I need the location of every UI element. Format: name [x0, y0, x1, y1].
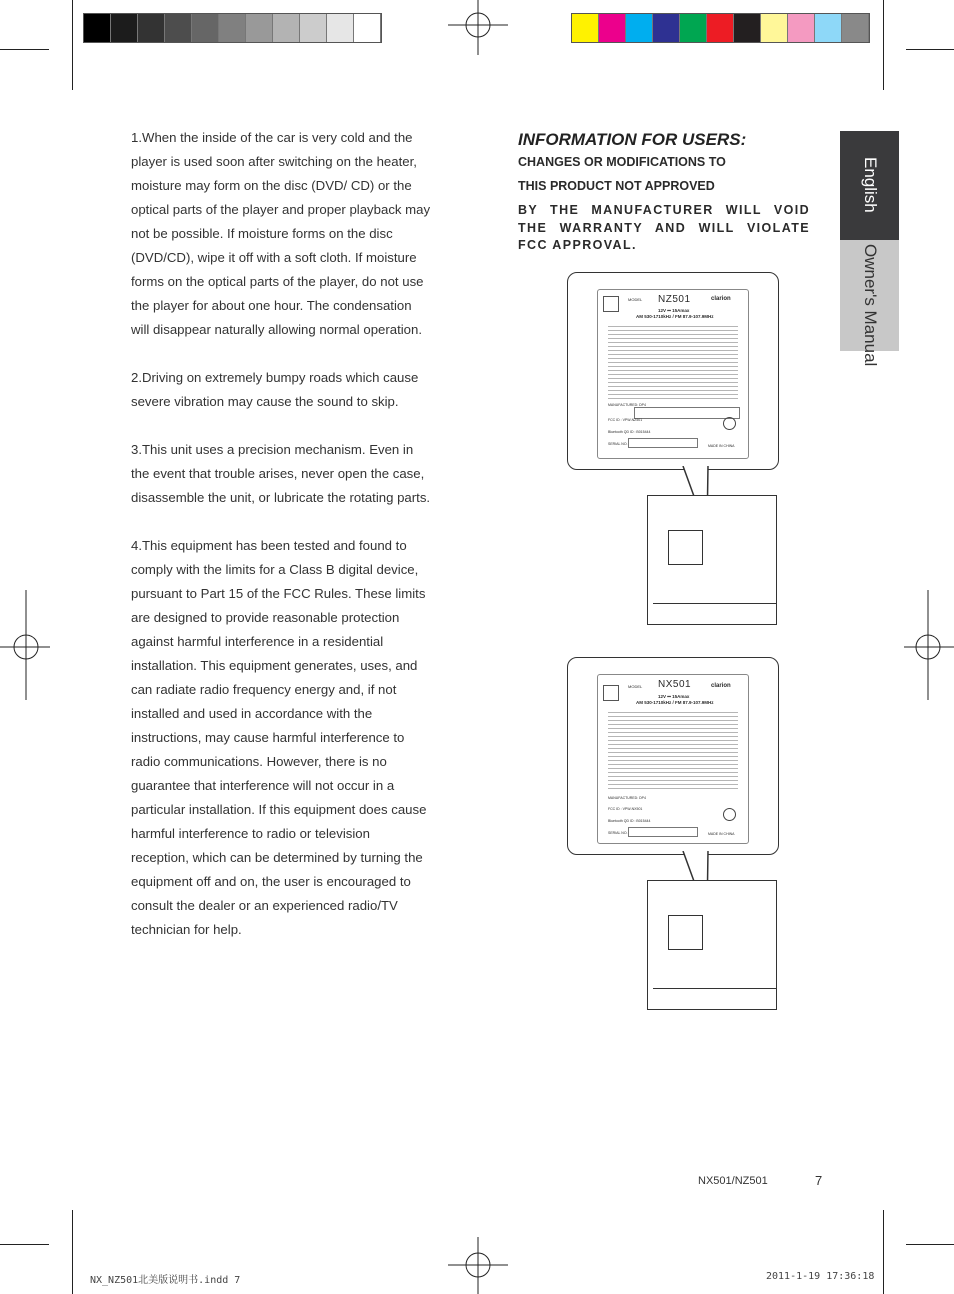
crop-mark: [906, 1244, 954, 1245]
rating-label: [597, 674, 749, 844]
manufactured-by: MANUFACTURED: DP4: [608, 403, 646, 407]
label-callout-nx501: [567, 657, 779, 855]
crop-mark: [72, 1210, 73, 1294]
color-swatch: [354, 14, 381, 42]
color-swatch: [111, 14, 138, 42]
registration-mark-icon: [448, 1237, 508, 1294]
bluetooth-id: Bluetooth QD ID : B015444: [608, 819, 651, 823]
color-swatch: [572, 14, 599, 42]
color-swatch: [165, 14, 192, 42]
color-swatch: [734, 14, 761, 42]
manufactured-by: MANUFACTURED: DP4: [608, 796, 646, 800]
fcc-id: FCC ID : VPW-NX501: [608, 807, 643, 811]
paragraph: 1.When the inside of the car is very cold and the player is used soon after switching on the heater, moisture may form on the disc (DVD/ CD) or the optical parts of the player and proper playback may not be possible. If moisture forms on the disc (DVD/CD), wipe it off with a soft cloth. If moisture forms on the optical parts of the player, do not use the player for about one hour. The condensation will disappear naturally allowing normal operation.: [131, 130, 431, 337]
model-caption: MODEL: [628, 684, 643, 689]
band-range: AM 530-1710kHz / FM 87.9-107.9MHz: [636, 314, 714, 319]
model-caption: MODEL: [628, 297, 643, 302]
color-swatch: [219, 14, 246, 42]
color-swatch: [707, 14, 734, 42]
color-swatch: [653, 14, 680, 42]
made-in: MADE IN CHINA: [708, 832, 735, 836]
paragraph: 4.This equipment has been tested and found to comply with the limits for a Class B digital device, pursuant to Part 15 of the FCC Rules. These limits are designed to provide reasonable protection against harmful interference in a residential installation. This equipment generates, uses, and can radiate radio frequency energy and, if not installed and used in accordance with the instructions, may cause harmful interference to radio communications. However, there is no guarantee that interference will not occur in a particular installation. If this equipment does cause harmful interference to radio or television reception, which can be determined by turning the equipment off and on, the user is encouraged to consult the dealer or an experienced radio/TV technician for help.: [131, 538, 427, 937]
lf-mark-icon: [723, 417, 736, 430]
paragraph: 2.Driving on extremely bumpy roads which cause severe vibration may cause the sound to skip.: [131, 370, 419, 409]
color-swatch: [273, 14, 300, 42]
rating-label: [597, 289, 749, 459]
fine-print: [608, 709, 738, 789]
fcc-warning: BY THE MANUFACTURER WILL VOID THE WARRANTY AND WILL VIOLATE FCC APPROVAL.: [518, 203, 810, 252]
model-number: NX501: [658, 679, 692, 690]
registration-mark-icon: [0, 590, 50, 700]
slug-filename: NX_NZ501北美版说明书.indd 7: [90, 1275, 241, 1286]
paragraph: 3.This unit uses a precision mechanism. Even in the event that trouble arises, never open the case, disassemble the unit, or lubricate the rotating parts.: [131, 442, 431, 505]
crop-mark: [906, 49, 954, 50]
registration-mark-icon: [448, 0, 508, 55]
lf-mark-icon: [723, 808, 736, 821]
precautions-text: [131, 126, 431, 966]
registration-mark-icon: [904, 590, 954, 700]
label-location-box: [668, 915, 703, 950]
serial-caption: SERIAL NO.: [608, 831, 628, 835]
ce-icon: [603, 296, 619, 312]
crop-mark: [883, 1210, 884, 1294]
color-swatch: [138, 14, 165, 42]
color-swatch: [84, 14, 111, 42]
color-swatch: [599, 14, 626, 42]
gray-calibration-strip: [83, 13, 382, 43]
fcc-id: FCC ID : VPW-NZ501: [608, 418, 643, 422]
color-swatch: [626, 14, 653, 42]
unit-diagram-edge: [653, 603, 777, 624]
serial-box: [628, 827, 698, 837]
date-box: [634, 407, 740, 419]
color-swatch: [680, 14, 707, 42]
made-in: MADE IN CHINA: [708, 444, 735, 448]
slug-timestamp: 2011-1-19 17:36:18: [766, 1271, 875, 1282]
bluetooth-id: Bluetooth QD ID : B015444: [608, 430, 651, 434]
power-rating: 12V ⎓ 15Amax: [658, 694, 690, 699]
color-swatch: [815, 14, 842, 42]
brand-name: clarion: [711, 296, 731, 302]
color-swatch: [300, 14, 327, 42]
model-number: NZ501: [658, 294, 691, 305]
manual-tab: [840, 240, 899, 367]
crop-mark: [0, 49, 49, 50]
ce-icon: [603, 685, 619, 701]
language-label: English: [861, 157, 880, 213]
page-number: 7: [815, 1173, 823, 1188]
fine-print: [608, 323, 738, 399]
crop-mark: [0, 1244, 49, 1245]
color-swatch: [788, 14, 815, 42]
color-swatch: [246, 14, 273, 42]
manual-label: Owner's Manual: [861, 244, 880, 367]
serial-caption: SERIAL NO.: [608, 442, 628, 446]
power-rating: 12V ⎓ 15Amax: [658, 308, 690, 313]
footer-model: NX501/NZ501: [698, 1175, 768, 1187]
unit-diagram-edge: [653, 988, 777, 1009]
crop-mark: [883, 0, 884, 90]
color-swatch: [842, 14, 869, 42]
info-line: CHANGES OR MODIFICATIONS TO: [518, 155, 726, 169]
crop-mark: [72, 0, 73, 90]
color-swatch: [192, 14, 219, 42]
band-range: AM 530-1710kHz / FM 87.9-107.9MHz: [636, 700, 714, 705]
language-tab: [840, 131, 899, 240]
label-callout-nz501: [567, 272, 779, 470]
brand-name: clarion: [711, 683, 731, 689]
color-swatch: [761, 14, 788, 42]
color-calibration-strip: [571, 13, 870, 43]
serial-box: [628, 438, 698, 448]
section-title: INFORMATION FOR USERS:: [518, 130, 747, 149]
label-location-box: [668, 530, 703, 565]
color-swatch: [327, 14, 354, 42]
info-line: THIS PRODUCT NOT APPROVED: [518, 179, 715, 193]
